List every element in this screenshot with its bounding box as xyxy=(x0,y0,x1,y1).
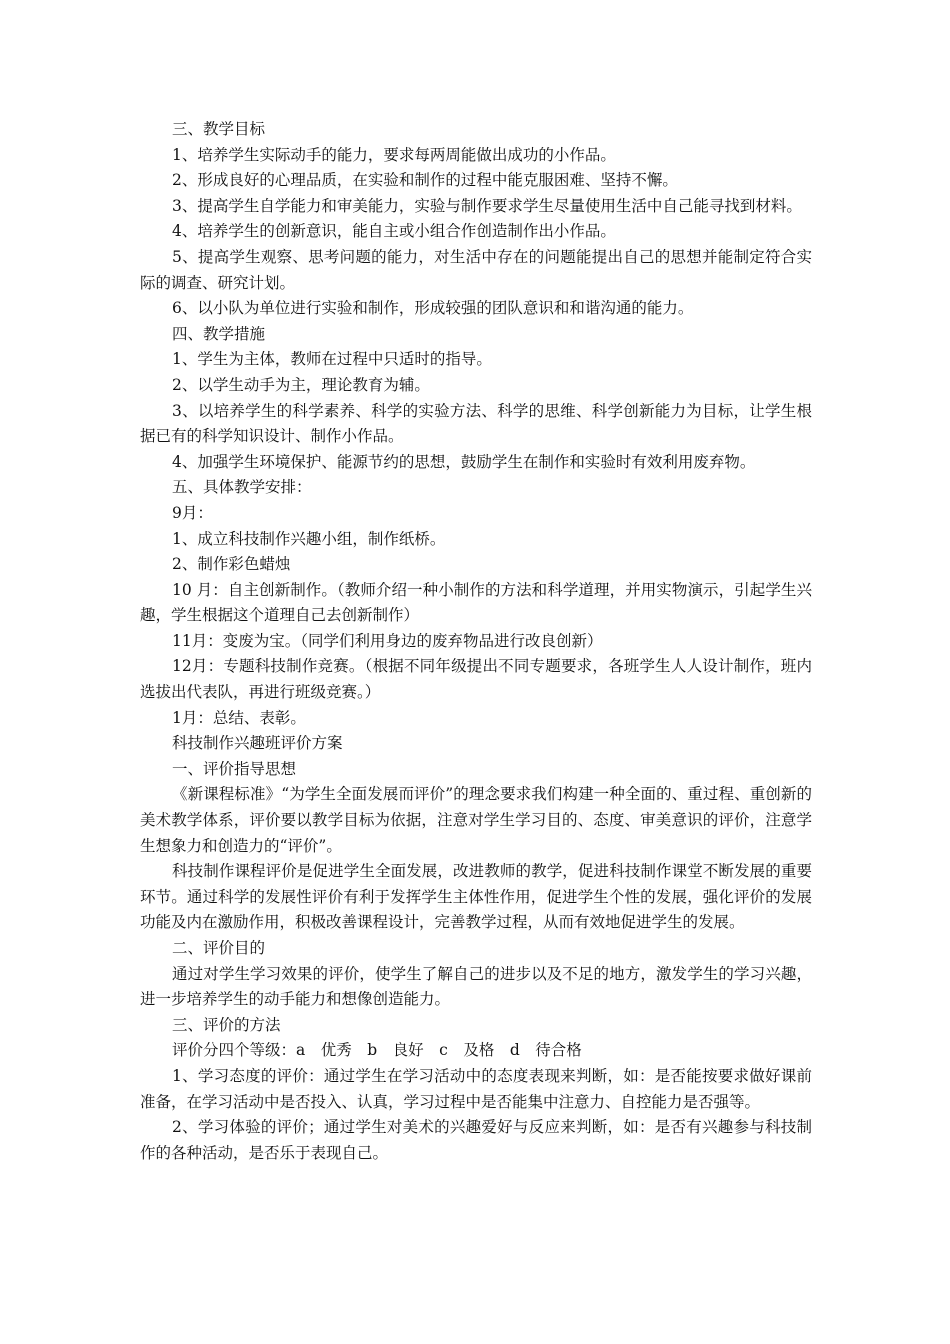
paragraph: 11月：变废为宝。（同学们利用身边的废弃物品进行改良创新） xyxy=(172,631,603,650)
paragraph: 6、以小队为单位进行实验和制作，形成较强的团队意识和和谐沟通的能力。 xyxy=(172,299,694,318)
section-heading-schedule: 五、具体教学安排： xyxy=(172,478,312,497)
paragraph: 2、以学生动手为主，理论教育为辅。 xyxy=(172,375,430,394)
paragraph: 10 月：自主创新制作。（教师介绍一种小制作的方法和科学道理，并用实物演示，引起学生兴趣，学生根据这个道理自己去创新制作） xyxy=(140,580,812,625)
paragraph: 1、培养学生实际动手的能力，要求每两周能做出成功的小作品。 xyxy=(172,145,616,164)
section-heading-evaluation-method: 三、评价的方法 xyxy=(172,1015,281,1034)
paragraph: 1、成立科技制作兴趣小组，制作纸桥。 xyxy=(172,529,446,548)
paragraph: 科技制作课程评价是促进学生全面发展，改进教师的教学，促进科技制作课堂不断发展的重要环节。通过科学的发展性评价有利于发挥学生主体性作用，促进学生个性的发展，强化评价的发展功能及内在激励作用，积极改善课程设计，完善教学过程，从而有效地促进学生的发展。 xyxy=(140,862,812,932)
paragraph: 通过对学生学习效果的评价，使学生了解自己的进步以及不足的地方，激发学生的学习兴趣，进一步培养学生的动手能力和想像创造能力。 xyxy=(140,964,812,1009)
paragraph: 1、学习态度的评价：通过学生在学习活动中的态度表现来判断，如：是否能按要求做好课前准备，在学习活动中是否投入、认真，学习过程中是否能集中注意力、自控能力是否强等。 xyxy=(140,1066,812,1111)
paragraph-grade-levels: 评价分四个等级：a 优秀 b 良好 c 及格 d 待合格 xyxy=(172,1041,582,1060)
paragraph: 1月：总结、表彰。 xyxy=(172,708,306,727)
section-heading-evaluation-philosophy: 一、评价指导思想 xyxy=(172,759,297,778)
paragraph: 2、形成良好的心理品质，在实验和制作的过程中能克服困难、坚持不懈。 xyxy=(172,171,678,190)
paragraph: 4、培养学生的创新意识，能自主或小组合作创造制作出小作品。 xyxy=(172,222,616,241)
paragraph: 9月： xyxy=(172,503,213,522)
document-body xyxy=(140,117,812,1166)
paragraph: 5、提高学生观察、思考问题的能力，对生活中存在的问题能提出自己的思想并能制定符合实际的调查、研究计划。 xyxy=(140,247,812,292)
paragraph: 《新课程标准》“为学生全面发展而评价”的理念要求我们构建一种全面的、重过程、重创新的美术教学体系，评价要以教学目标为依据，注意对学生学习目的、态度、审美意识的评价，注意学生想象力和创造力的“评价”。 xyxy=(140,785,812,855)
paragraph: 2、学习体验的评价；通过学生对美术的兴趣爱好与反应来判断，如：是否有兴趣参与科技制作的各种活动，是否乐于表现自己。 xyxy=(140,1118,812,1162)
paragraph: 3、提高学生自学能力和审美能力，实验与制作要求学生尽量使用生活中自己能寻找到材料。 xyxy=(172,196,802,215)
paragraph: 4、加强学生环境保护、能源节约的思想，鼓励学生在制作和实验时有效利用废弃物。 xyxy=(172,452,756,471)
paragraph: 2、制作彩色蜡烛 xyxy=(172,555,291,574)
paragraph: 12月：专题科技制作竞赛。（根据不同年级提出不同专题要求，各班学生人人设计制作，班内选拔出代表队，再进行班级竞赛。） xyxy=(140,657,812,702)
paragraph: 3、以培养学生的科学素养、科学的实验方法、科学的思维、科学创新能力为目标，让学生根据已有的科学知识设计、制作小作品。 xyxy=(140,401,812,446)
document-subtitle: 科技制作兴趣班评价方案 xyxy=(172,734,343,753)
section-heading-teaching-goals: 三、教学目标 xyxy=(172,120,266,138)
paragraph: 1、学生为主体，教师在过程中只适时的指导。 xyxy=(172,350,492,369)
section-heading-teaching-measures: 四、教学措施 xyxy=(172,324,266,343)
section-heading-evaluation-purpose: 二、评价目的 xyxy=(172,939,266,957)
